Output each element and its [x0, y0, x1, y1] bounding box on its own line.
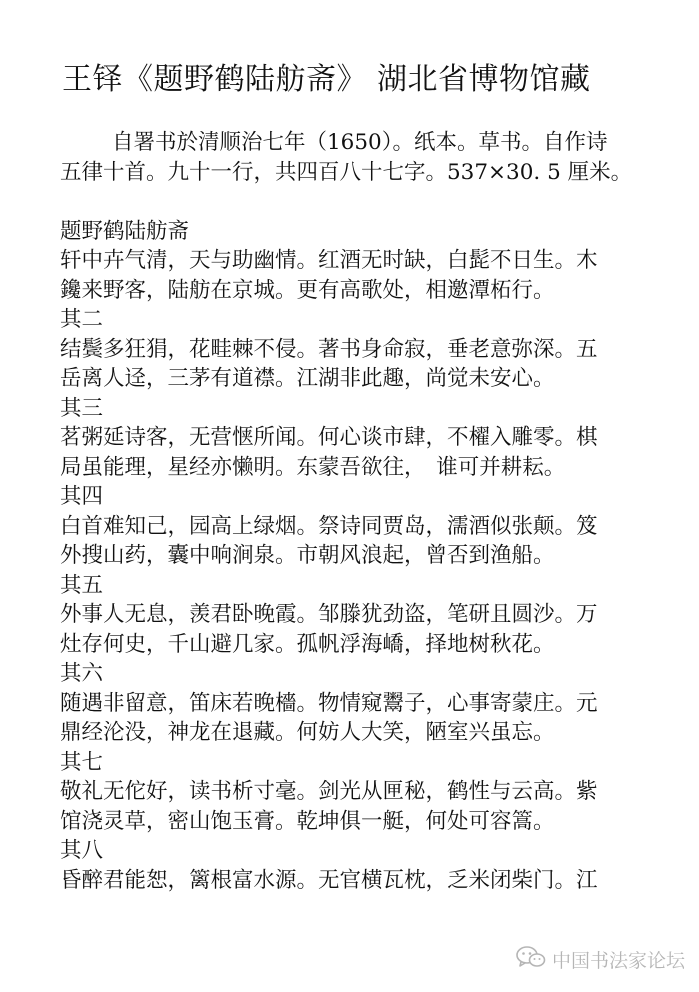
- document-body: [60, 128, 650, 895]
- poem-heading: 题野鹤陆舫斋: [60, 218, 190, 244]
- stanza-heading: 其五: [60, 572, 104, 598]
- poem-line: 结鬓多狂狷，花畦棘不侵。著书身命寂，垂老意弥深。五: [60, 336, 598, 362]
- stanza-heading: 其六: [60, 661, 104, 686]
- poem-line: 外搜山药，囊中响涧泉。市朝风浪起，曾否到渔船。: [60, 543, 555, 568]
- watermark: [516, 945, 685, 974]
- stanza-heading: 其二: [60, 307, 104, 332]
- stanza-heading: 其八: [60, 838, 104, 863]
- poem-line: 灶存何史，千山避几家。孤帆浮海嶠，择地树秋花。: [60, 631, 555, 657]
- poem-line: 茗粥延诗客，无营惬所闻。何心谈市肆，不櫂入雕零。棋: [60, 425, 598, 450]
- watermark-text: 中国书法家论坛: [551, 950, 685, 972]
- stanza-heading: 其三: [60, 395, 104, 421]
- poem-line: 岳离人迳，三茅有道襟。江湖非此趣，尚觉未安心。: [60, 366, 555, 391]
- poem-line: 昏醉君能恕，篱根富水源。无官横瓦枕，乏米闭柴门。江: [60, 867, 598, 893]
- wechat-icon: [516, 945, 546, 974]
- poem-line: 白首难知己，园高上绿烟。祭诗同贾岛，濡酒似张颠。笈: [60, 513, 598, 539]
- paragraph-gap: [60, 187, 650, 217]
- page-title: 王铎《题野鹤陆舫斋》 湖北省博物馆藏: [62, 62, 591, 97]
- poem-line: 敬礼无佗好，读书析寸毫。剑光从匣秘，鹤性与云高。紫: [60, 779, 598, 804]
- poem-line: 轩中卉气清，天与助幽情。红酒无时缺，白髭不日生。木: [60, 248, 598, 273]
- stanza-heading: 其四: [60, 484, 104, 509]
- poem-line: 馆浇灵草，密山饱玉膏。乾坤俱一艇，何处可容篙。: [60, 808, 555, 834]
- poem-line: 鑱来野客，陆舫在京城。更有高歌处，相邀潭柘行。: [60, 277, 555, 303]
- poem-line: 随遇非留意，笛床若晚檣。物情窥鬻子，心事寄蒙庄。元: [60, 690, 598, 716]
- poem-line: 局虽能理，星经亦懒明。东蒙吾欲往， 谁可并耕耘。: [60, 454, 566, 480]
- intro-line: 自署书於清顺治七年（1650）。纸本。草书。自作诗: [112, 130, 608, 155]
- stanza-heading: 其七: [60, 749, 104, 775]
- poem-line: 外事人无息，羡君卧晚霞。邹滕犹劲盗，笔研且圆沙。万: [60, 602, 598, 627]
- poem-line: 鼎经沦没，神龙在退藏。何妨人大笑，陋室兴虽忘。: [60, 720, 555, 745]
- intro-line: 五律十首。九十一行，共四百八十七字。537×30. 5 厘米。: [60, 159, 633, 185]
